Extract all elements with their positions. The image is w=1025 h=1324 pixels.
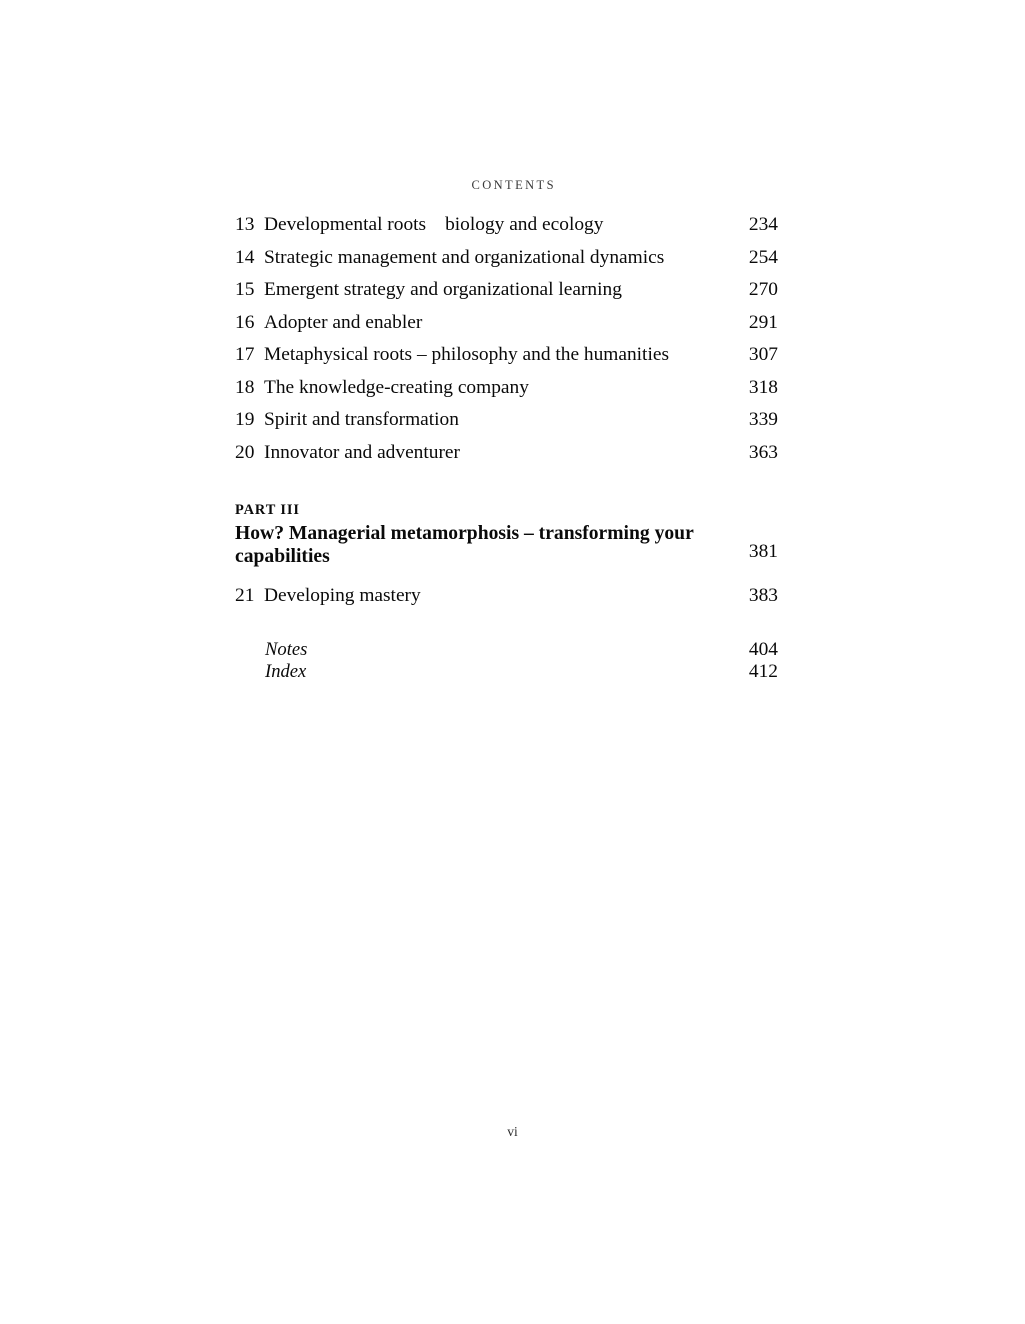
contents-entry[interactable] [235, 585, 778, 618]
contents-entry[interactable] [235, 442, 778, 475]
contents-entry[interactable] [235, 214, 778, 247]
contents-entry[interactable] [235, 312, 778, 345]
entry-title: Spirit and transformation [264, 409, 459, 431]
entry-dash-faded [426, 214, 445, 236]
backmatter-list [235, 639, 778, 682]
page-folio: vi [507, 1124, 518, 1139]
contents-entry[interactable] [235, 377, 778, 410]
backmatter-page-number: 404 [748, 639, 778, 660]
running-head: CONTENTS [471, 178, 556, 192]
entry-page-number: 291 [748, 311, 778, 333]
entry-title: Innovator and adventurer [264, 441, 460, 463]
entry-number: 14 [235, 246, 255, 268]
entry-title: Strategic management and organizational dynamics [264, 246, 665, 268]
entry-page-number: 270 [748, 279, 778, 301]
entry-number: 17 [235, 344, 255, 366]
backmatter-page-number: 412 [748, 660, 778, 682]
entry-page-number: 307 [748, 344, 778, 366]
backmatter-label: Index [265, 660, 307, 682]
entry-title: Emergent strategy and organizational learning [264, 279, 622, 301]
backmatter-entry-index[interactable] [235, 661, 778, 683]
entry-page-number: 234 [748, 214, 778, 235]
entry-number: 19 [235, 409, 255, 431]
part-title: How? Managerial metamorphosis – transforming your capabilities [235, 523, 694, 567]
entry-number: 15 [235, 279, 255, 301]
entry-page-number: 318 [748, 376, 778, 398]
part-page-number: 381 [748, 541, 778, 562]
contents-list [235, 214, 778, 474]
contents-entry[interactable] [235, 279, 778, 312]
entry-title-cont: biology and ecology [445, 214, 604, 235]
entry-number: 18 [235, 376, 255, 398]
part-label: PART III [235, 502, 300, 518]
entry-number: 20 [235, 441, 255, 463]
entry-title: Developing mastery [264, 585, 421, 606]
entry-number: 21 [235, 585, 255, 606]
backmatter-label: Notes [265, 639, 308, 660]
entry-page-number: 254 [748, 246, 778, 268]
entry-number: 13 [235, 214, 255, 235]
contents-entry[interactable] [235, 344, 778, 377]
entry-title: The knowledge-creating company [264, 376, 529, 398]
entry-page-number: 363 [748, 441, 778, 463]
contents-list-tail [235, 585, 778, 618]
entry-title: Metaphysical roots – philosophy and the humanities [264, 344, 669, 366]
contents-entry[interactable] [235, 409, 778, 442]
entry-number: 16 [235, 311, 255, 333]
entry-title: Developmental roots [264, 214, 427, 235]
contents-entry[interactable] [235, 247, 778, 280]
entry-page-number: 339 [748, 409, 778, 431]
entry-title: Adopter and enabler [264, 311, 423, 333]
backmatter-entry-notes[interactable] [235, 639, 778, 661]
entry-page-number: 383 [748, 585, 778, 606]
